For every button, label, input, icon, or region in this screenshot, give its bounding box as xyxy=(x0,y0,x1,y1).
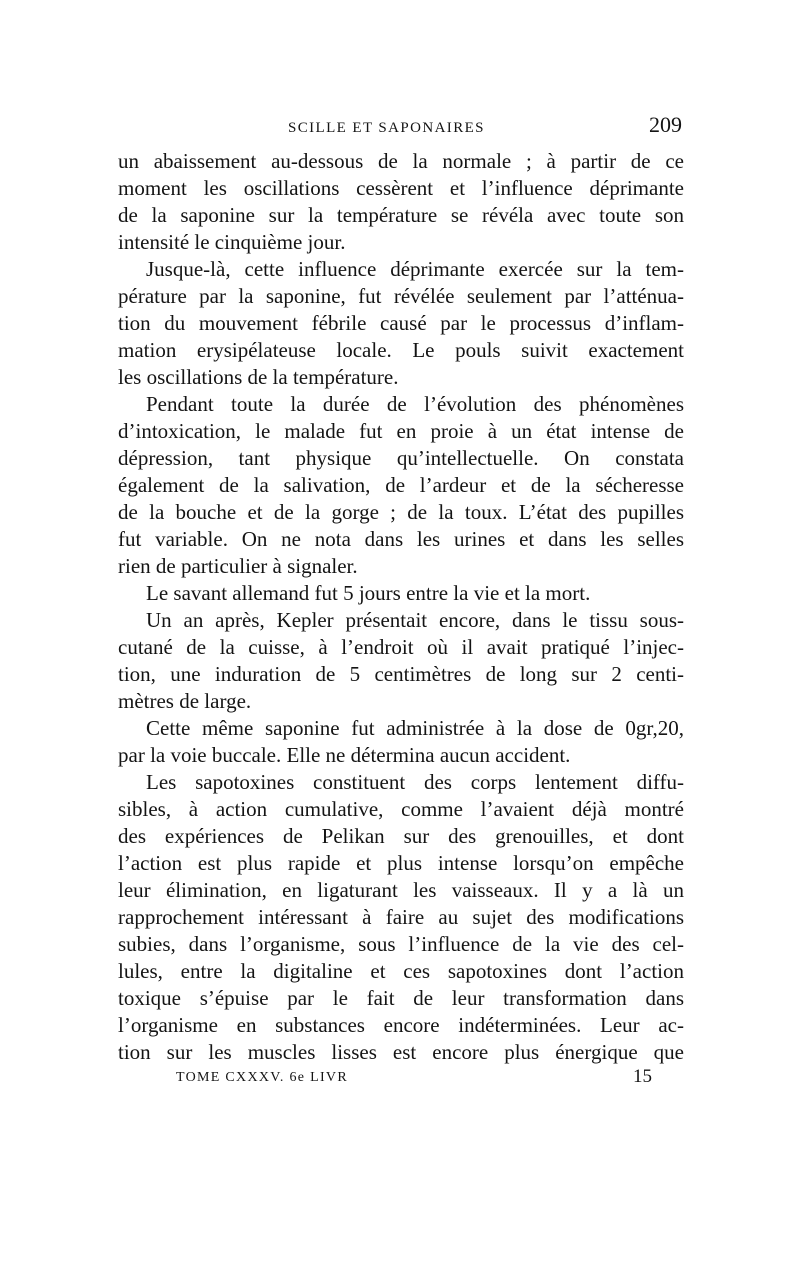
text-line: Jusque-là, cette influence déprimante exercée sur la tem- xyxy=(146,257,684,281)
text-line: l’organisme en substances encore indéterminées. Leur ac- xyxy=(118,1013,684,1037)
text-line: rapprochement intéressant à faire au sujet des modifications xyxy=(118,905,684,929)
text-line: des expériences de Pelikan sur des grenouilles, et dont xyxy=(118,824,684,848)
text-line: de la saponine sur la température se révéla avec toute son xyxy=(118,203,684,227)
body-text xyxy=(118,148,684,1066)
text-line: dépression, tant physique qu’intellectuelle. On constata xyxy=(118,446,684,470)
text-line: Les sapotoxines constituent des corps lentement diffu- xyxy=(146,770,684,794)
text-line: Pendant toute la durée de l’évolution des phénomènes xyxy=(146,392,684,416)
text-line: rien de particulier à signaler. xyxy=(118,554,358,578)
text-line: de la bouche et de la gorge ; de la toux. L’état des pupilles xyxy=(118,500,684,524)
text-line: fut variable. On ne nota dans les urines et dans les selles xyxy=(118,527,684,551)
text-line: subies, dans l’organisme, sous l’influence de la vie des cel- xyxy=(118,932,684,956)
signature-mark: TOME CXXXV. 6e LIVR xyxy=(176,1070,348,1085)
page-number: 209 xyxy=(649,112,682,137)
page-footer xyxy=(118,1066,684,1092)
text-line: pérature par la saponine, fut révélée seulement par l’atténua- xyxy=(118,284,684,308)
text-line: moment les oscillations cessèrent et l’influence déprimante xyxy=(118,176,684,200)
text-line: tion sur les muscles lisses est encore plus énergique que xyxy=(118,1040,684,1064)
text-line: Le savant allemand fut 5 jours entre la vie et la mort. xyxy=(146,581,591,605)
text-line: Cette même saponine fut administrée à la dose de 0gr,20, xyxy=(146,716,684,740)
text-line: les oscillations de la température. xyxy=(118,365,399,389)
text-line: Un an après, Kepler présentait encore, dans le tissu sous- xyxy=(146,608,684,632)
signature-number: 15 xyxy=(633,1066,652,1087)
text-line: tion du mouvement fébrile causé par le processus d’inflam- xyxy=(118,311,684,335)
text-line: leur élimination, en ligaturant les vaisseaux. Il y a là un xyxy=(118,878,684,902)
text-line: toxique s’épuise par le fait de leur transformation dans xyxy=(118,986,684,1010)
text-line: d’intoxication, le malade fut en proie à un état intense de xyxy=(118,419,684,443)
text-line: un abaissement au-dessous de la normale ; à partir de ce xyxy=(118,149,684,173)
text-line: sibles, à action cumulative, comme l’avaient déjà montré xyxy=(118,797,684,821)
text-line: également de la salivation, de l’ardeur et de la sécheresse xyxy=(118,473,684,497)
running-title: SCILLE ET SAPONAIRES xyxy=(288,120,485,136)
text-line: cutané de la cuisse, à l’endroit où il avait pratiqué l’injec- xyxy=(118,635,684,659)
text-line: tion, une induration de 5 centimètres de long sur 2 centi- xyxy=(118,662,684,686)
text-line: l’action est plus rapide et plus intense lorsqu’on empêche xyxy=(118,851,684,875)
text-line: lules, entre la digitaline et ces sapotoxines dont l’action xyxy=(118,959,684,983)
text-line: mation erysipélateuse locale. Le pouls suivit exactement xyxy=(118,338,684,362)
text-line: intensité le cinquième jour. xyxy=(118,230,346,254)
text-line: par la voie buccale. Elle ne détermina aucun accident. xyxy=(118,743,571,767)
text-line: mètres de large. xyxy=(118,689,252,713)
running-header xyxy=(118,112,684,144)
